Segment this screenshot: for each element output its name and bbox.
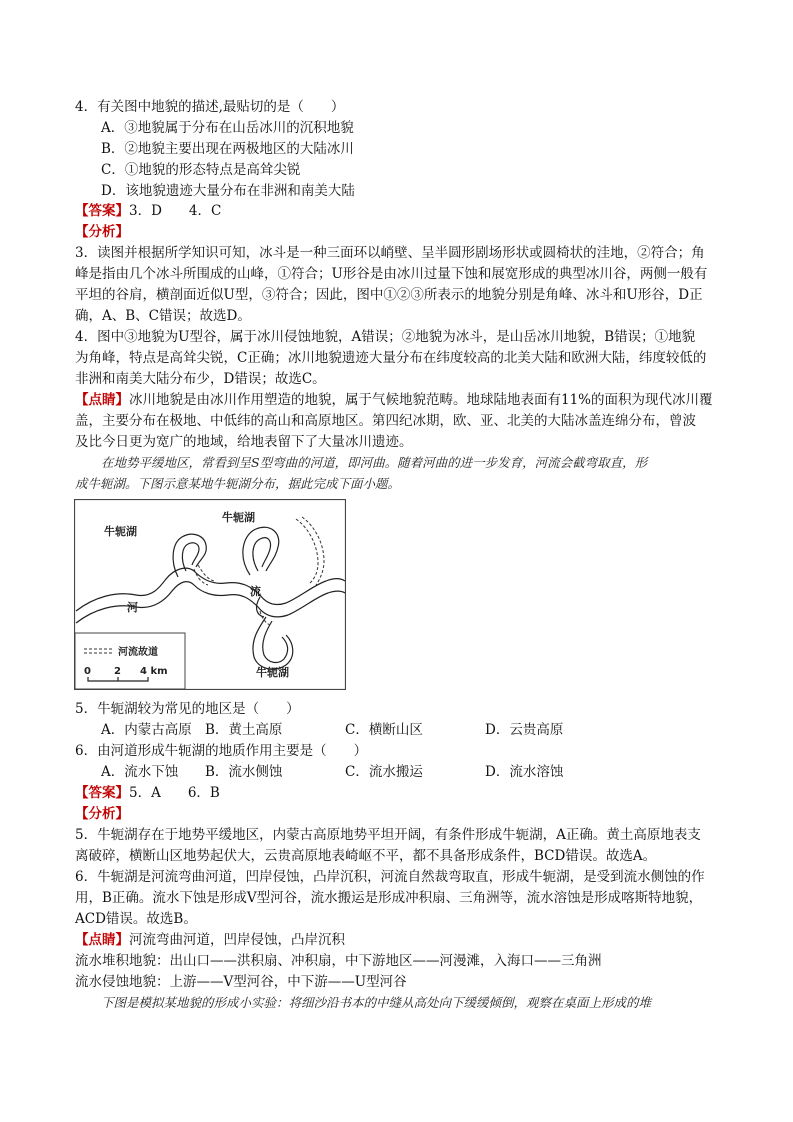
answer-text-2: 5．A 6．B	[129, 785, 220, 801]
exp4-line-1: 4．图中③地貌为U型谷，属于冰川侵蚀地貌，A错误；②地貌为冰斗，是山岳冰川地貌，B错误；①地貌	[75, 329, 696, 345]
intro-oxbow-line-2: 成牛轭湖。下图示意某地牛轭湖分布，据此完成下面小题。	[75, 476, 401, 491]
analysis-tag-2	[75, 804, 129, 824]
key-point-2-line-3: 流水侵蚀地貌：上游——V型河谷，中下游——U型河谷	[75, 974, 407, 990]
key-point-tag-2: 【点睛】	[75, 932, 129, 948]
exp3-line-3: 平坦的谷肩，横剖面近似U型，③符合；因此，图中①②③所表示的地貌分别是角峰、冰斗和U形谷，D正	[75, 287, 703, 303]
oxbow-label-left: 牛轭湖	[104, 525, 137, 538]
q4-option-a: A．③地貌属于分布在山岳冰川的沉积地貌	[101, 120, 354, 136]
oxbow-lake-map	[74, 499, 346, 690]
q4-option-b: B．②地貌主要出现在两极地区的大陆冰川	[101, 141, 354, 157]
answer-line-2	[75, 783, 220, 803]
intro-oxbow-line-1: 在地势平缓地区，常看到呈S型弯曲的河道，即河曲。随着河曲的进一步发育，河流会截弯取直，形	[101, 455, 648, 470]
exp6-line-2: 用，B正确。流水下蚀是形成V型河谷，流水搬运是形成冲积扇、三角洲等，流水溶蚀是形成喀斯特地貌，	[75, 890, 703, 906]
q5-option-b: B．黄土高原	[205, 722, 283, 738]
answer-tag-2: 【答案】	[75, 785, 129, 801]
analysis-tag-second: 【分析】	[75, 806, 129, 822]
intro-experiment: 下图是模拟某地貌的形成小实验：将细沙沿书本的中缝从高处向下缓缓倾倒，观察在桌面上形成的堆	[101, 995, 652, 1010]
river-char-he: 河	[127, 601, 138, 614]
key-point-2-text: 河流弯曲河道，凹岸侵蚀，凸岸沉积	[129, 932, 345, 948]
exp3-line-4: 确，A、B、C错误；故选D。	[75, 308, 251, 324]
oxbow-map-svg	[74, 499, 346, 690]
key-point-tag: 【点睛】	[75, 392, 129, 408]
oxbow-label-bottom: 牛轭湖	[256, 666, 289, 679]
oxbow-label-top: 牛轭湖	[222, 511, 255, 524]
key-point-1	[75, 390, 713, 410]
answer-tag: 【答案】	[75, 203, 129, 219]
scale-label-0: 0	[84, 666, 91, 677]
exp4-line-2: 为角峰，特点是高耸尖锐，C正确；冰川地貌遗迹大量分布在纬度较高的北美大陆和欧洲大陆，纬度较低的	[75, 350, 707, 366]
answer-text: 3．D 4．C	[129, 203, 222, 219]
key-point-line-2: 盖，主要分布在极地、中低纬的高山和高原地区。第四纪冰期，欧、亚、北美的大陆冰盖连绵分布，曾波	[75, 413, 696, 429]
q6-option-c: C．流水搬运	[345, 764, 423, 780]
key-point-2-line-2: 流水堆积地貌：出山口——洪积扇、冲积扇，中下游地区——河漫滩，入海口——三角洲	[75, 953, 602, 969]
key-point-2	[75, 930, 345, 950]
key-point-line-3: 及比今日更为宽广的地域，给地表留下了大量冰川遗迹。	[75, 434, 413, 450]
exp6-line-3: ACD错误。故选B。	[75, 911, 197, 927]
river-char-liu: 流	[250, 585, 261, 598]
legend-label: 河流故道	[118, 647, 158, 658]
answer-line-1	[75, 201, 221, 221]
scale-label-2: 2	[114, 666, 121, 677]
key-point-line-1: 冰川地貌是由冰川作用塑造的地貌，属于气候地貌范畴。地球陆地表面有11%的面积为现代冰川覆	[129, 392, 713, 408]
q5-stem: 5．牛轭湖较为常见的地区是（ ）	[75, 701, 300, 717]
exp4-line-3: 非洲和南美大陆分布少，D错误；故选C。	[75, 371, 326, 387]
scale-label-4km: 4 km	[140, 666, 168, 677]
q6-option-a: A．流水下蚀	[101, 764, 179, 780]
exp3-line-2: 峰是指由几个冰斗所围成的山峰，①符合；U形谷是由冰川过量下蚀和展宽形成的典型冰川谷，两侧一般有	[75, 266, 708, 282]
q4-option-c: C．①地貌的形态特点是高耸尖锐	[101, 162, 301, 178]
exp6-line-1: 6．牛轭湖是河流弯曲河道，凹岸侵蚀，凸岸沉积，河流自然裁弯取直，形成牛轭湖，是受到流水侧蚀的作	[75, 869, 705, 885]
q6-stem: 6．由河道形成牛轭湖的地质作用主要是（ ）	[75, 743, 368, 759]
q5-option-c: C．横断山区	[345, 722, 423, 738]
exp3-line-1: 3．读图并根据所学知识可知，冰斗是一种三面环以峭壁、呈半圆形剧场形状或圆椅状的洼地，②符合；角	[75, 245, 705, 261]
q6-option-d: D．流水溶蚀	[485, 764, 564, 780]
analysis-tag: 【分析】	[75, 224, 129, 240]
q6-option-b: B．流水侧蚀	[205, 764, 283, 780]
analysis-tag-1	[75, 222, 129, 242]
exp5-line-1: 5．牛轭湖存在于地势平缓地区，内蒙古高原地势平坦开阔，有条件形成牛轭湖，A正确。黄土高原地表支	[75, 827, 701, 843]
q5-option-a: A．内蒙古高原	[101, 722, 192, 738]
q5-option-d: D．云贵高原	[485, 722, 564, 738]
q4-option-d: D．该地貌遗迹大量分布在非洲和南美大陆	[101, 183, 355, 199]
q4-stem: 4．有关图中地貌的描述,最贴切的是（ ）	[75, 99, 345, 115]
exp5-line-2: 离破碎，横断山区地势起伏大，云贵高原地表崎岖不平，都不具备形成条件，BCD错误。故选A。	[75, 848, 657, 864]
